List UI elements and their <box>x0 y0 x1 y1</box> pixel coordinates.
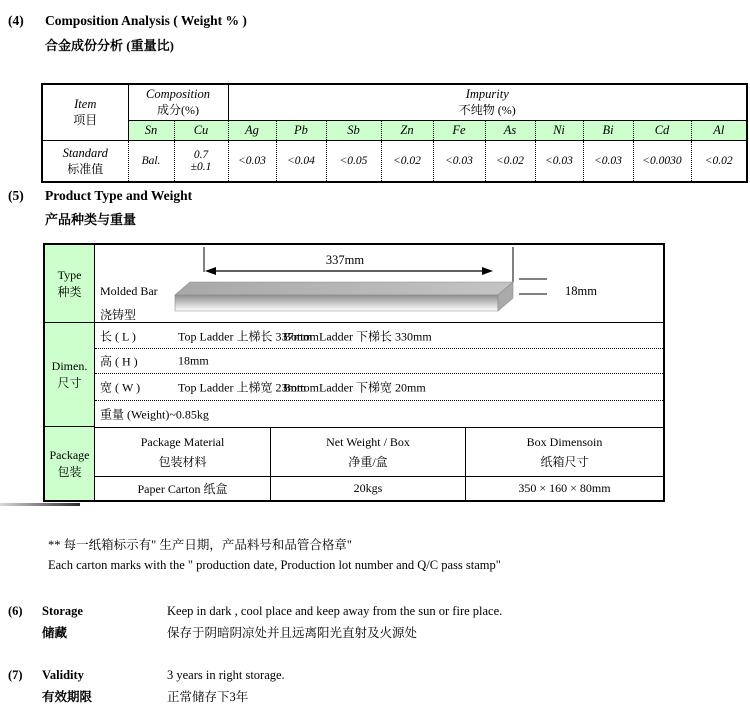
type-label-cell <box>45 245 95 323</box>
element-header-sn: Sn <box>128 121 174 141</box>
carton-note-en: Each carton marks with the " production date, Production lot number and Q/C pass stamp" <box>48 558 501 572</box>
value-al: <0.02 <box>691 141 747 183</box>
section5-title-zh: 产品种类与重量 <box>45 212 137 227</box>
value-cu <box>174 141 228 183</box>
section5-title-en: Product Type and Weight <box>45 188 193 203</box>
section4-number: (4) <box>8 13 24 28</box>
dim-row-width <box>95 373 663 400</box>
arrowhead-left-icon <box>205 267 216 275</box>
impurity-header-cell <box>228 84 747 121</box>
standard-label-en: Standard <box>62 145 108 160</box>
package-material-value: Paper Carton 纸盒 <box>95 476 270 500</box>
value-sb: <0.05 <box>326 141 381 183</box>
section5-number: (5) <box>8 188 24 203</box>
section7-text-zh: 正常储存下3年 <box>167 690 249 704</box>
package-label-zh: 包装 <box>57 464 82 479</box>
section6-text-zh: 保存于阴暗阴凉处并且远离阳光直射及火源处 <box>167 626 418 640</box>
box-dimension-zh: 纸箱尺寸 <box>540 455 589 470</box>
composition-header-cell <box>128 84 228 121</box>
value-pb: <0.04 <box>276 141 326 183</box>
value-ni: <0.03 <box>535 141 583 183</box>
dim-row-weight <box>95 400 663 427</box>
composition-header-zh: 成分(%) <box>157 103 199 117</box>
element-header-fe: Fe <box>433 121 485 141</box>
element-header-cd: Cd <box>633 121 691 141</box>
composition-header-en: Composition <box>146 87 210 101</box>
section4-title-zh: 合金成份分析 (重量比) <box>45 38 174 53</box>
package-label-en: Package <box>49 447 90 462</box>
net-weight-en: Net Weight / Box <box>326 434 410 449</box>
dim-length-bottom: BottomLadder 下梯长 330mm <box>283 329 432 343</box>
net-weight-header <box>270 427 465 476</box>
section6-label-en: Storage <box>42 604 83 618</box>
dim-height-value: 18mm <box>178 353 209 368</box>
box-dimension-value: 350 × 160 × 80mm <box>465 476 663 500</box>
dim-width-top: Top Ladder 上梯宽 23mm <box>178 380 307 395</box>
molded-bar-top-face <box>175 282 513 295</box>
net-weight-value: 20kgs <box>270 476 465 500</box>
bar-length-label: 337mm <box>325 253 365 267</box>
package-material-en: Package Material <box>140 434 225 449</box>
section7-text-en: 3 years in right storage. <box>167 668 285 682</box>
value-cu-line2: ±0.1 <box>190 161 212 173</box>
value-cu-line1: 0.7 <box>193 149 209 161</box>
dimension-label-en: Dimen. <box>51 358 88 373</box>
package-material-zh: 包装材料 <box>158 455 207 470</box>
element-header-pb: Pb <box>276 121 326 141</box>
value-fe: <0.03 <box>433 141 485 183</box>
element-header-bi: Bi <box>583 121 633 141</box>
value-zn: <0.02 <box>381 141 433 183</box>
element-header-cu: Cu <box>174 121 228 141</box>
dim-width-bottom: BottomLadder 下梯宽 20mm <box>283 380 426 395</box>
box-dimension-en: Box Dimensoin <box>526 434 603 449</box>
element-header-ni: Ni <box>535 121 583 141</box>
standard-row-label <box>42 141 128 183</box>
molded-bar-front-face <box>175 295 498 311</box>
dim-width-label: 宽 ( W ) <box>100 380 141 395</box>
composition-table <box>41 83 748 183</box>
value-as: <0.02 <box>485 141 535 183</box>
carton-note-zh: ** 每一纸箱标示有" 生产日期，产品料号和品管合格章" <box>48 538 352 552</box>
scan-artifact-line <box>0 503 80 506</box>
molded-bar-diagram <box>95 245 663 322</box>
value-bi: <0.03 <box>583 141 633 183</box>
section6-label-zh: 储藏 <box>42 626 68 640</box>
impurity-header-en: Impurity <box>465 87 509 101</box>
section6-text-en: Keep in dark , cool place and keep away from the sun or fire place. <box>167 604 503 618</box>
dimension-label-zh: 尺寸 <box>57 375 82 390</box>
item-header-zh: 项目 <box>73 113 98 127</box>
element-header-ag: Ag <box>228 121 276 141</box>
element-header-al: Al <box>691 121 747 141</box>
value-cd: <0.0030 <box>633 141 691 183</box>
dim-row-length <box>95 323 663 348</box>
type-content-cell <box>95 245 663 323</box>
element-header-sb: Sb <box>326 121 381 141</box>
bar-height-label: 18mm <box>565 284 597 298</box>
value-ag: <0.03 <box>228 141 276 183</box>
type-value-zh: 浇铸型 <box>100 308 137 322</box>
dim-length-top: Top Ladder 上梯长 337mm <box>178 329 313 343</box>
product-table <box>43 243 665 502</box>
dim-length-label: 长 ( L ) <box>100 329 136 343</box>
section7-label-en: Validity <box>42 668 84 682</box>
standard-label-zh: 标准值 <box>67 161 104 176</box>
section6-number: (6) <box>8 604 23 618</box>
item-header-cell <box>42 84 128 141</box>
box-dimension-header <box>465 427 663 476</box>
net-weight-zh: 净重/盒 <box>348 455 388 470</box>
element-header-as: As <box>485 121 535 141</box>
section7-label-zh: 有效期限 <box>42 690 93 704</box>
dimension-label-cell <box>45 323 95 427</box>
dim-height-label: 高 ( H ) <box>100 354 138 369</box>
impurity-header-zh: 不纯物 (%) <box>458 103 516 117</box>
type-label-zh: 种类 <box>57 284 82 299</box>
type-value-en: Molded Bar <box>100 284 158 298</box>
dim-row-height <box>95 348 663 373</box>
value-sn: Bal. <box>128 141 174 183</box>
section7-number: (7) <box>8 668 23 682</box>
element-header-zn: Zn <box>381 121 433 141</box>
item-header-en: Item <box>74 97 97 111</box>
type-label-en: Type <box>57 267 82 282</box>
package-material-header <box>95 427 270 476</box>
arrowhead-right-icon <box>482 267 493 275</box>
section4-title-en: Composition Analysis ( Weight % ) <box>45 13 247 28</box>
package-label-cell <box>45 427 95 500</box>
dim-weight-label: 重量 (Weight)~0.85kg <box>100 407 209 422</box>
